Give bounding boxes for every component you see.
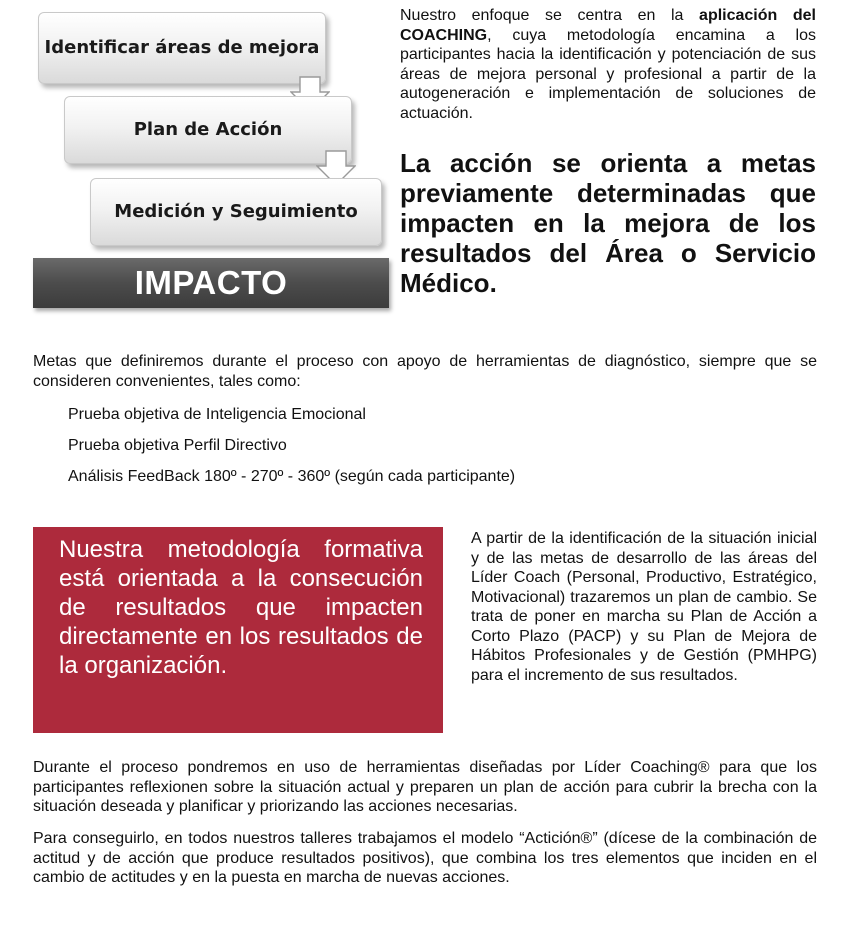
intro-bold-text: aplicación del COACHING bbox=[400, 7, 817, 44]
list-item: Prueba objetiva Perfil Directivo bbox=[68, 437, 287, 454]
headline: La acción se orienta a metas previamente determinadas que impacten en la mejora de los resultados del Área o Servicio Médico. bbox=[400, 148, 816, 298]
goals-list bbox=[68, 405, 515, 498]
impact-label: IMPACTO bbox=[134, 264, 288, 301]
process-step-identify bbox=[38, 12, 326, 84]
intro-text-end: , cuya metodología encamina a los participantes hacia la identificación y potenciación de sus áreas de mejora personal y profesional a partir de la autogeneración e implementación de soluciones de actuación. bbox=[400, 26, 816, 122]
methodology-highlight-box bbox=[33, 527, 443, 733]
change-plan-paragraph: A partir de la identificación de la situación inicial y de las metas de desarrollo de las áreas del Líder Coach (Personal, Productivo, Estratégico, Motivacional) trazaremos un plan de cambio. Se trata de poner en marcha su Plan de Acción a Corto Plazo (PACP) y su Plan de Mejora de Hábitos Profesionales y de Gestión (PMHPG) para el incremento de sus resultados. bbox=[471, 530, 817, 684]
impact-box bbox=[33, 258, 389, 308]
process-step-label: Plan de Acción bbox=[133, 119, 283, 140]
process-step-measurement bbox=[90, 178, 382, 246]
achieve-paragraph: Para conseguirlo, en todos nuestros talleres trabajamos el modelo “Actición®” (dícese de la combinación de actitud y de acción que produce resultados positivos), que combina los tres elementos que inciden en el cambio de actitudes y en la puesta en marcha de nuevas acciones. bbox=[33, 830, 817, 886]
process-step-action-plan bbox=[64, 96, 352, 164]
list-item: Análisis FeedBack 180º - 270º - 360º (según cada participante) bbox=[68, 468, 516, 485]
intro-text-start: Nuestro enfoque se centra en la bbox=[400, 7, 700, 24]
methodology-highlight-text: Nuestra metodología formativa está orientada a la consecución de resultados que impacten directamente en los resultados de la organización. bbox=[59, 536, 423, 679]
process-step-label: Medición y Seguimiento bbox=[114, 201, 358, 222]
list-item: Prueba objetiva de Inteligencia Emocional bbox=[68, 406, 366, 423]
goals-intro: Metas que definiremos durante el proceso con apoyo de herramientas de diagnóstico, siempre que se consideren convenientes, tales como: bbox=[33, 353, 817, 390]
process-paragraph: Durante el proceso pondremos en uso de herramientas diseñadas por Líder Coaching® para que los participantes reflexionen sobre la situación actual y preparen un plan de acción para cubrir la brecha con la situación deseada y planificar y priorizando las acciones necesarias. bbox=[33, 759, 817, 815]
process-step-label: Identificar áreas de mejora bbox=[44, 37, 320, 58]
intro-paragraph bbox=[400, 6, 816, 123]
